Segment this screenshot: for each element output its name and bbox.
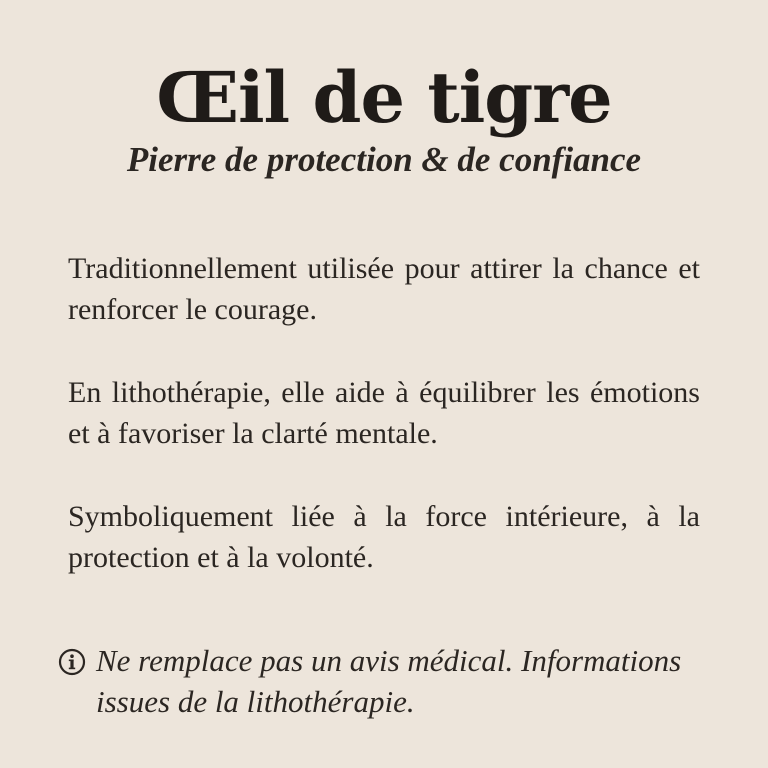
info-circle-icon [58,648,86,676]
disclaimer-text: Ne remplace pas un avis médical. Informations issues de la lithothérapie. [96,643,682,719]
paragraph-lithotherapy: En lithothérapie, elle aide à équilibrer les émotions et à favoriser la clarté mentale. [68,376,700,450]
description-body [68,248,700,620]
page-subtitle: Pierre de protection & de confiance [126,140,642,179]
paragraph-symbolism: Symboliquement liée à la force intérieure, à la protection et à la volonté. [68,500,700,574]
page-title: Œil de tigre [156,56,612,139]
disclaimer-note [58,640,718,722]
paragraph-tradition: Traditionnellement utilisée pour attirer la chance et renforcer le courage. [68,252,700,326]
